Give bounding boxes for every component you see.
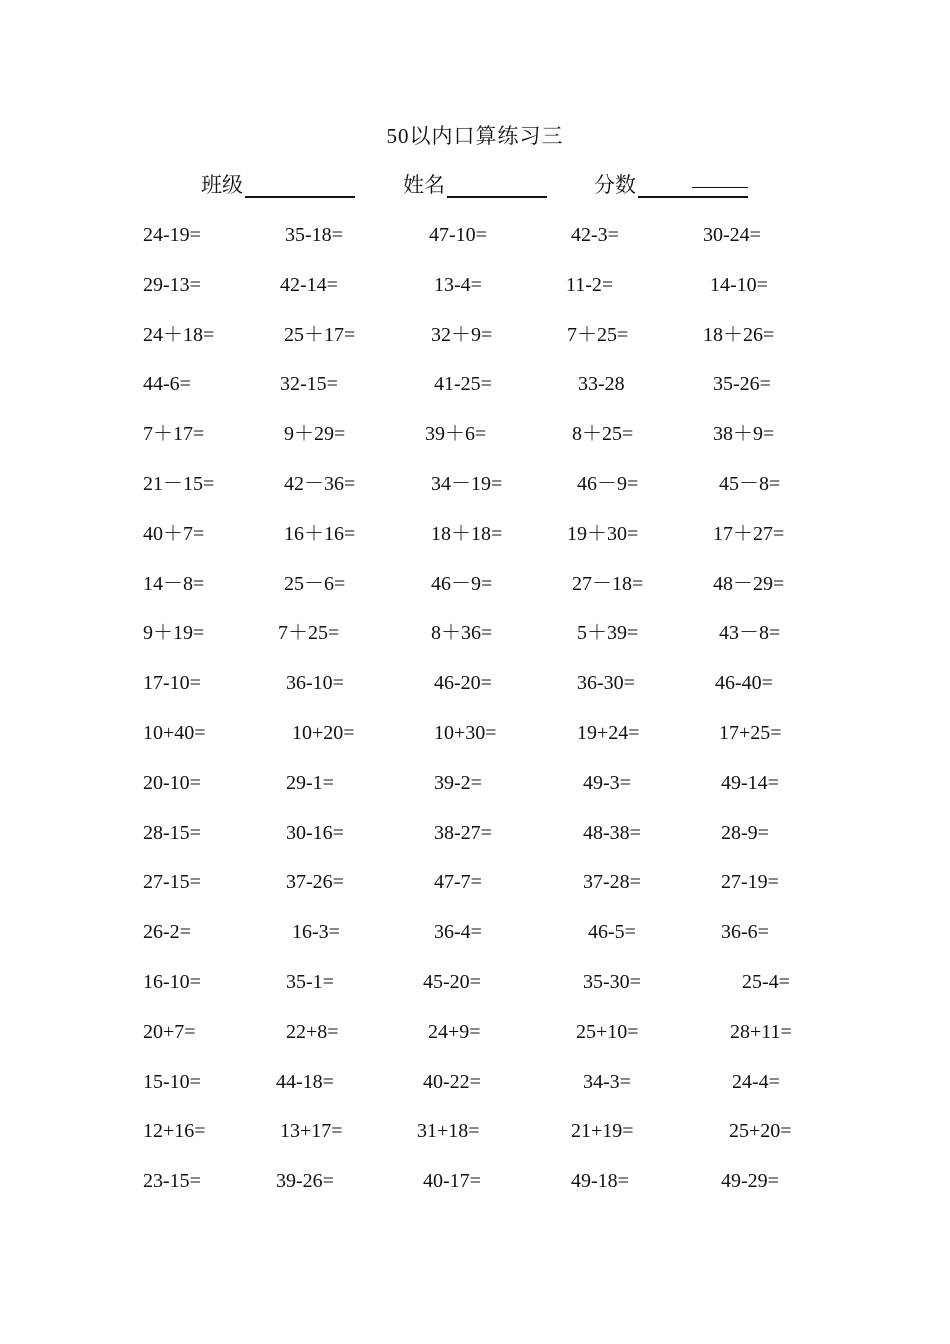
math-problem: 7＋17= <box>143 423 205 446</box>
math-problem: 17＋27= <box>713 522 785 545</box>
problem-row <box>0 668 950 698</box>
math-problem: 16＋16= <box>284 522 356 545</box>
math-problem: 7＋25= <box>278 622 340 645</box>
math-problem: 28+11= <box>730 1020 792 1043</box>
math-problem: 35-26= <box>713 373 771 396</box>
problem-row <box>0 718 950 748</box>
math-problem: 33-28 <box>578 373 625 396</box>
math-problem: 32-15= <box>280 373 338 396</box>
problem-row <box>0 1166 950 1196</box>
class-field <box>201 170 355 198</box>
math-problem: 41-25= <box>434 373 492 396</box>
math-problem: 18＋18= <box>431 522 503 545</box>
math-problem: 31+18= <box>417 1120 480 1143</box>
math-problem: 42-14= <box>280 273 338 296</box>
math-problem: 19+24= <box>577 722 640 744</box>
math-problem: 24+9= <box>428 1020 481 1043</box>
math-problem: 46－9= <box>431 572 493 595</box>
math-problem: 47-7= <box>434 871 482 894</box>
math-problem: 28-15= <box>143 821 201 844</box>
math-problem: 49-3= <box>583 771 631 794</box>
math-problem: 17-10= <box>143 672 201 695</box>
math-problem: 29-1= <box>286 771 334 794</box>
student-info-row <box>0 170 950 204</box>
math-problem: 49-18= <box>571 1170 629 1193</box>
math-problem: 21+19= <box>571 1120 634 1143</box>
math-problem: 40-17= <box>423 1170 481 1193</box>
math-problem: 24＋18= <box>143 323 215 346</box>
math-problem: 10+20= <box>292 722 355 744</box>
math-problem: 13+17= <box>280 1120 343 1143</box>
math-problem: 32＋9= <box>431 323 493 346</box>
math-problem: 25+10= <box>576 1020 639 1043</box>
math-problem: 34-3= <box>583 1070 631 1093</box>
math-problem: 9＋19= <box>143 622 205 645</box>
math-problem: 46-40= <box>715 672 773 695</box>
math-problem: 25＋17= <box>284 323 356 346</box>
name-blank-line[interactable] <box>447 170 547 198</box>
math-problem: 10+30= <box>434 722 497 744</box>
problem-row <box>0 369 950 399</box>
problem-row <box>0 1116 950 1146</box>
math-problem: 22+8= <box>286 1020 339 1043</box>
math-problem: 26-2= <box>143 921 191 944</box>
math-problem: 42-3= <box>571 224 619 246</box>
name-field <box>403 170 547 198</box>
math-problem: 18＋26= <box>703 323 775 346</box>
class-label: 班级 <box>201 173 243 197</box>
math-problem: 25－6= <box>284 572 346 595</box>
math-problem: 27－18= <box>572 572 644 595</box>
math-problem: 28-9= <box>721 821 769 844</box>
math-problem: 14－8= <box>143 572 205 595</box>
problem-row <box>0 768 950 798</box>
math-problem: 15-10= <box>143 1070 201 1093</box>
class-blank-line[interactable] <box>245 170 355 198</box>
math-problem: 8＋25= <box>572 423 634 446</box>
math-problem: 37-26= <box>286 871 344 894</box>
problem-row <box>0 569 950 599</box>
math-problem: 38＋9= <box>713 423 775 446</box>
math-problem: 44-18= <box>276 1070 334 1093</box>
math-problem: 17+25= <box>719 722 782 744</box>
math-problem: 36-4= <box>434 921 482 944</box>
math-problem: 48-38= <box>583 821 641 844</box>
math-problem: 39-2= <box>434 771 482 794</box>
score-blank-line[interactable] <box>638 170 748 198</box>
math-problem: 13-4= <box>434 273 482 296</box>
math-problem: 30-16= <box>286 821 344 844</box>
math-problem: 44-6= <box>143 373 191 396</box>
math-problem: 16-3= <box>292 921 340 944</box>
math-problem: 29-13= <box>143 273 201 296</box>
math-problem: 36-30= <box>577 672 635 695</box>
math-problem: 12+16= <box>143 1120 206 1143</box>
math-problem: 30-24= <box>703 224 761 246</box>
page-title: 50以内口算练习三 <box>386 124 564 148</box>
math-problem: 36-6= <box>721 921 769 944</box>
score-short-line <box>692 187 748 188</box>
problem-row <box>0 1017 950 1047</box>
problem-row <box>0 419 950 449</box>
math-problem: 10+40= <box>143 722 206 744</box>
math-problem: 19＋30= <box>567 522 639 545</box>
math-problem: 49-14= <box>721 771 779 794</box>
math-problem: 35-30= <box>583 971 641 993</box>
problem-row <box>0 818 950 848</box>
math-problem: 36-10= <box>286 672 344 695</box>
math-problem: 49-29= <box>721 1170 779 1193</box>
math-problem: 35-18= <box>285 224 343 246</box>
math-problem: 9＋29= <box>284 423 346 446</box>
math-problem: 27-19= <box>721 871 779 894</box>
name-label: 姓名 <box>403 173 445 197</box>
math-problem: 42－36= <box>284 473 356 495</box>
math-problem: 46－9= <box>577 473 639 495</box>
problem-row <box>0 867 950 897</box>
math-problem: 27-15= <box>143 871 201 894</box>
math-problem: 37-28= <box>583 871 641 894</box>
math-problem: 46-5= <box>588 921 636 944</box>
math-problem: 39-26= <box>276 1170 334 1193</box>
problem-row <box>0 469 950 499</box>
math-problem: 40-22= <box>423 1070 481 1093</box>
score-field <box>594 170 748 198</box>
problem-row <box>0 519 950 549</box>
problem-row <box>0 618 950 648</box>
math-problem: 25+20= <box>729 1120 792 1143</box>
math-problem: 23-15= <box>143 1170 201 1193</box>
math-problem: 47-10= <box>429 224 487 246</box>
math-problem: 40＋7= <box>143 522 205 545</box>
math-problem: 20-10= <box>143 771 201 794</box>
math-problem: 48－29= <box>713 572 785 595</box>
math-problem: 8＋36= <box>431 622 493 645</box>
math-problem: 34－19= <box>431 473 503 495</box>
math-problem: 16-10= <box>143 971 201 993</box>
problem-row <box>0 967 950 997</box>
problem-row <box>0 320 950 350</box>
problem-row <box>0 220 950 250</box>
math-problem: 25-4= <box>742 971 790 993</box>
math-problem: 11-2= <box>566 273 614 296</box>
math-problem: 45-20= <box>423 971 481 993</box>
problem-row <box>0 1067 950 1097</box>
math-problem: 21－15= <box>143 473 215 495</box>
math-problem: 24-19= <box>143 224 201 246</box>
math-problem: 20+7= <box>143 1020 196 1043</box>
math-problem: 46-20= <box>434 672 492 695</box>
math-problem: 14-10= <box>710 273 768 296</box>
math-problem: 35-1= <box>286 971 334 993</box>
math-problem: 45－8= <box>719 473 781 495</box>
score-label: 分数 <box>594 173 636 197</box>
problem-row <box>0 270 950 300</box>
math-problem: 5＋39= <box>577 622 639 645</box>
math-problem: 7＋25= <box>567 323 629 346</box>
math-problem: 39＋6= <box>425 423 487 446</box>
math-problem: 38-27= <box>434 821 492 844</box>
math-problem: 43－8= <box>719 622 781 645</box>
math-problem: 24-4= <box>732 1070 780 1093</box>
problem-row <box>0 917 950 947</box>
